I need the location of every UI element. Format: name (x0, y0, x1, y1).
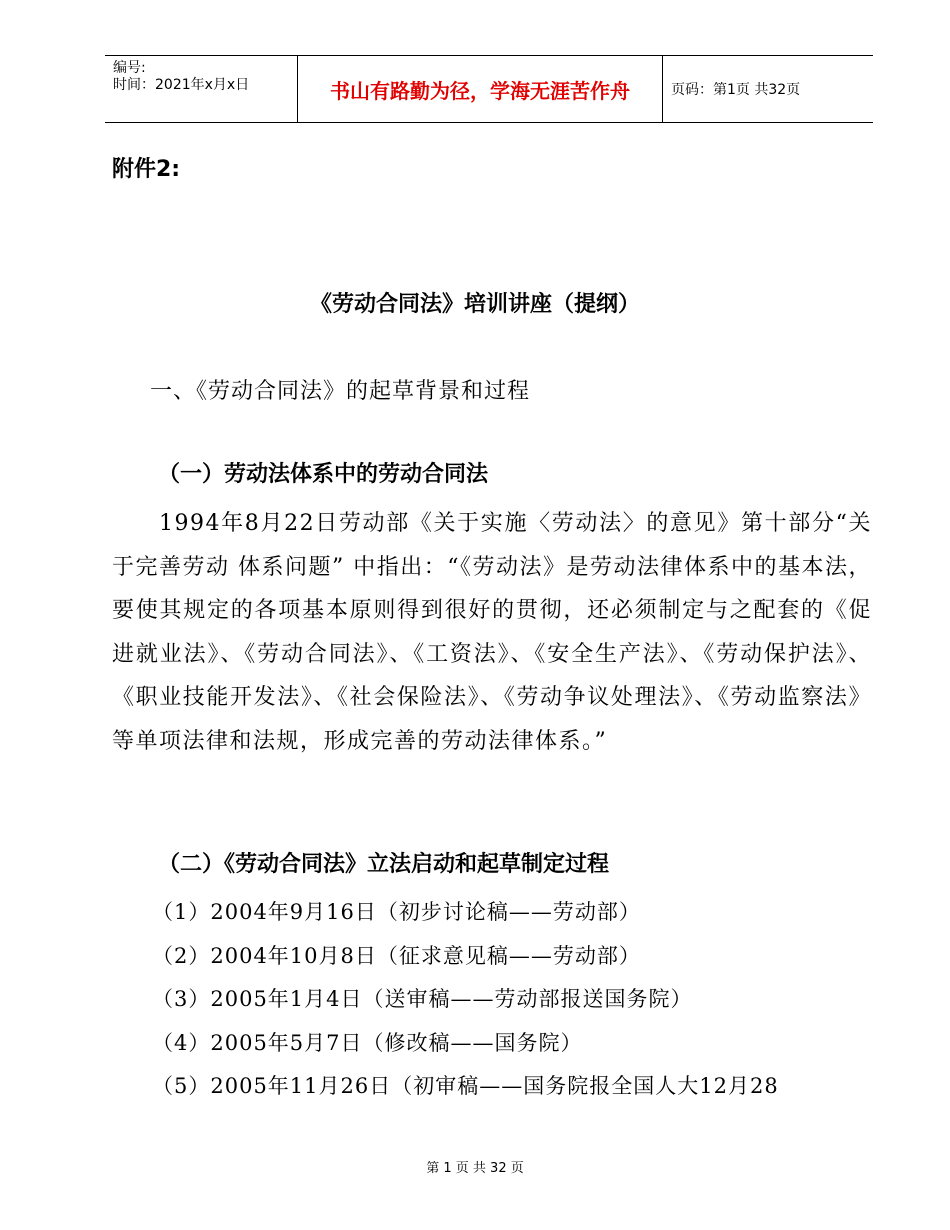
time-label: 时间：2021年x月x日 (113, 77, 250, 93)
timeline-item: （1）2004年9月16日（初步讨论稿——劳动部） (152, 900, 641, 924)
header-motto: 书山有路勤为径，学海无涯苦作舟 (298, 56, 663, 122)
section-heading-1: 一、《劳动合同法》的起草背景和过程 (150, 379, 531, 404)
subsection-heading-2: （二）《劳动合同法》立法启动和起草制定过程 (158, 852, 610, 877)
header-meta-cell (105, 56, 298, 122)
page-header (105, 55, 873, 123)
timeline-item: （5）2005年11月26日（初审稿——国务院报全国人大12月28 (152, 1074, 779, 1098)
page-footer: 第 1 页 共 32 页 (426, 1161, 524, 1176)
timeline-item: （3）2005年1月4日（送审稿——劳动部报送国务院） (152, 987, 693, 1011)
document-title: 《劳动合同法》培训讲座（提纲） (309, 292, 640, 317)
header-page-label: 页码：第1页 共32页 (671, 82, 801, 98)
timeline-list (152, 891, 872, 1109)
number-label: 编号: (113, 60, 146, 76)
timeline-item: （4）2005年5月7日（修改稿——国务院） (152, 1030, 583, 1055)
body-paragraph-1: 1994年8月22日劳动部《关于实施〈劳动法〉的意见》第十部分“关于完善劳动 体系问题” 中指出：“《劳动法》是劳动法律体系中的基本法，要使其规定的各项基本原则得到很好的贯彻，还必须制定与之配套的《促进就业法》、《劳动合同法》、《工资法》、《安全生产法》、《劳动保护法》、《职业技能开发法》、《社会保险法》、《劳动争议处理法》、《劳动监察法》等单项法律和法规，形成完善的劳动法律体系。” (112, 511, 872, 754)
attachment-label: 附件2: (112, 157, 181, 182)
timeline-item: （2）2004年10月8日（征求意见稿——劳动部） (152, 943, 641, 968)
subsection-heading-1: （一）劳动法体系中的劳动合同法 (158, 462, 489, 487)
